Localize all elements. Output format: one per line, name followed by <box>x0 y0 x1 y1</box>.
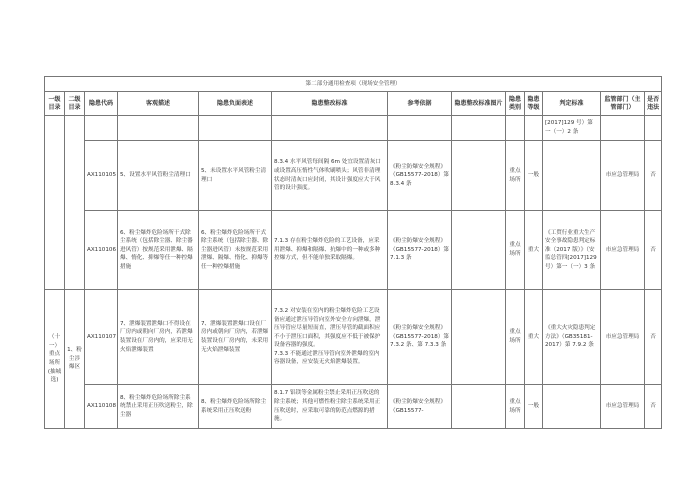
cell-image <box>452 211 506 290</box>
cell-criteria: [2017]129 号）第一（一）2 条 <box>543 116 601 141</box>
cell-basis: 《粉尘防爆安全规程》（GB15577-2018）第 7.1.3 条 <box>388 211 452 290</box>
cell-category: 重点场所 <box>506 211 525 290</box>
header-code: 隐患代码 <box>85 92 118 116</box>
cell-objective: 6、粉尘爆炸危险场所干式除尘系统（包括除尘器、除尘器进风管）按规范采用泄爆、隔爆、惰化、抑爆等任一种控爆措施 <box>118 211 199 290</box>
header-negative: 隐患负面表述 <box>199 92 272 116</box>
header-objective: 客观描述 <box>118 92 199 116</box>
cell-objective <box>118 116 199 141</box>
table-row <box>45 385 662 429</box>
cell-image <box>452 116 506 141</box>
header-standard: 隐患整改标准 <box>272 92 388 116</box>
header-dept: 监管部门（主管部门） <box>601 92 645 116</box>
cell-criteria <box>543 385 601 429</box>
header-grade: 隐患等级 <box>525 92 543 116</box>
section-title: 第二部分通用检查项（现场安全管理） <box>45 77 662 92</box>
cell-objective: 8、粉尘爆炸危险场所除尘系统禁止采用正压吹送粉尘，除尘器 <box>118 385 199 429</box>
cell-negative: 7、泄爆装置泄爆口设在厂房内或朝向厂房内，若泄爆装置设在厂房内的，未采用无火焰泄爆装置 <box>199 290 272 385</box>
cell-basis: 《粉尘防爆安全规程》（GB15577- <box>388 385 452 429</box>
cell-negative: 6、粉尘爆炸危险场所干式除尘系统（包括除尘器、除尘器进风管）未按规范采用泄爆、隔爆、惰化、抑爆等任一种控爆措施 <box>199 211 272 290</box>
cell-category <box>506 116 525 141</box>
cell-basis <box>388 116 452 141</box>
cell-code: AX110107 <box>85 290 118 385</box>
cell-grade <box>525 116 543 141</box>
cell-grade: 重大 <box>525 211 543 290</box>
header-illegal: 是否违法 <box>645 92 662 116</box>
cell-code <box>85 116 118 141</box>
cell-illegal: 否 <box>645 290 662 385</box>
cell-image <box>452 141 506 211</box>
header-category: 隐患类别 <box>506 92 525 116</box>
cell-basis: 《粉尘防爆安全规程》（GB15577-2018）第 8.3.4 条 <box>388 141 452 211</box>
cell-negative <box>199 116 272 141</box>
header-image: 隐患整改标准图片 <box>452 92 506 116</box>
table-header-row <box>45 92 662 116</box>
header-level2: 二级目录 <box>65 92 85 116</box>
cell-objective: 5、设置水平风管粉尘清理口 <box>118 141 199 211</box>
cell-category: 重点场所 <box>506 141 525 211</box>
cell-dept <box>601 116 645 141</box>
cell-image <box>452 385 506 429</box>
level1-cell-top <box>45 116 65 290</box>
cell-code: AX110108 <box>85 385 118 429</box>
cell-standard <box>272 116 388 141</box>
cell-basis: 《粉尘防爆安全规程》（GB15577-2018）第 7.3.2 条、第 7.3.3 条 <box>388 290 452 385</box>
cell-dept: 市应急管理局 <box>601 385 645 429</box>
cell-criteria <box>543 141 601 211</box>
table-row <box>45 116 662 141</box>
cell-grade: 一般 <box>525 141 543 211</box>
cell-criteria: 《工贸行业重大生产安全事故隐患判定标准（2017 版）》（安监总管四[2017]129 号）第一（一）3 条 <box>543 211 601 290</box>
cell-illegal: 否 <box>645 211 662 290</box>
cell-standard: 7.1.3 存在粉尘爆炸危险的工艺设备，应采用泄爆、抑爆和隔爆、抗爆中的一种或多种控爆方式，但不能单独采取隔爆。 <box>272 211 388 290</box>
cell-code: AX110105 <box>85 141 118 211</box>
level2-cell: 1、粉尘涉爆区 <box>65 290 85 429</box>
cell-negative: 5、未设置水平风管粉尘清理口 <box>199 141 272 211</box>
table-row <box>45 290 662 385</box>
cell-illegal: 否 <box>645 385 662 429</box>
cell-criteria: 《重大火灾隐患判定方法》（GB35181-2017）第 7.9.2 条 <box>543 290 601 385</box>
cell-dept: 市应急管理局 <box>601 290 645 385</box>
table-row <box>45 141 662 211</box>
cell-standard: 8.3.4 水平风管每间隔 6m 处宜设置清灰口或设置高压惰性气体吹刷喷头；风管非清理状态时清灰口应封闭，其设计强度应大于风管的设计强度。 <box>272 141 388 211</box>
cell-code: AX110106 <box>85 211 118 290</box>
header-level1: 一级目录 <box>45 92 65 116</box>
level1-cell: （十一）重点场所(抽城选) <box>45 290 65 429</box>
cell-illegal <box>645 116 662 141</box>
cell-image <box>452 290 506 385</box>
cell-illegal: 否 <box>645 141 662 211</box>
cell-standard: 8.1.7 铝镁等金属粉尘禁止采用正压吹送的除尘系统；其他可燃性粉尘除尘系统采用正压吹送时，应采取可靠的防范点燃源的措施。 <box>272 385 388 429</box>
header-criteria: 判定标准 <box>543 92 601 116</box>
cell-dept: 市应急管理局 <box>601 211 645 290</box>
cell-objective: 7、泄爆装置泄爆口不得设在厂房内或朝向厂房内，若泄爆装置设在厂房内的，应采用无火焰泄爆装置 <box>118 290 199 385</box>
hazard-check-table <box>44 76 662 429</box>
cell-dept: 市应急管理局 <box>601 141 645 211</box>
header-basis: 参考依据 <box>388 92 452 116</box>
cell-negative: 8、粉尘爆炸危险场所除尘系统采用正压吹送粉 <box>199 385 272 429</box>
level2-cell-top <box>65 116 85 290</box>
cell-standard: 7.3.2 对安装在室内的粉尘爆炸危险工艺设备应通过泄压导管向室外安全方向泄爆，泄压导管应尽量短而直，泄压导管的截面积应不小于泄压口面积，其强度应不低于被保护设备容器的强度。 7.3.3 不能通过泄压导管向室外泄爆的室内容器设备，应安装无火焰泄爆装置。 <box>272 290 388 385</box>
cell-category: 重点场所 <box>506 290 525 385</box>
table-row <box>45 211 662 290</box>
cell-grade: 一般 <box>525 385 543 429</box>
cell-category: 重点场所 <box>506 385 525 429</box>
cell-grade: 重大 <box>525 290 543 385</box>
